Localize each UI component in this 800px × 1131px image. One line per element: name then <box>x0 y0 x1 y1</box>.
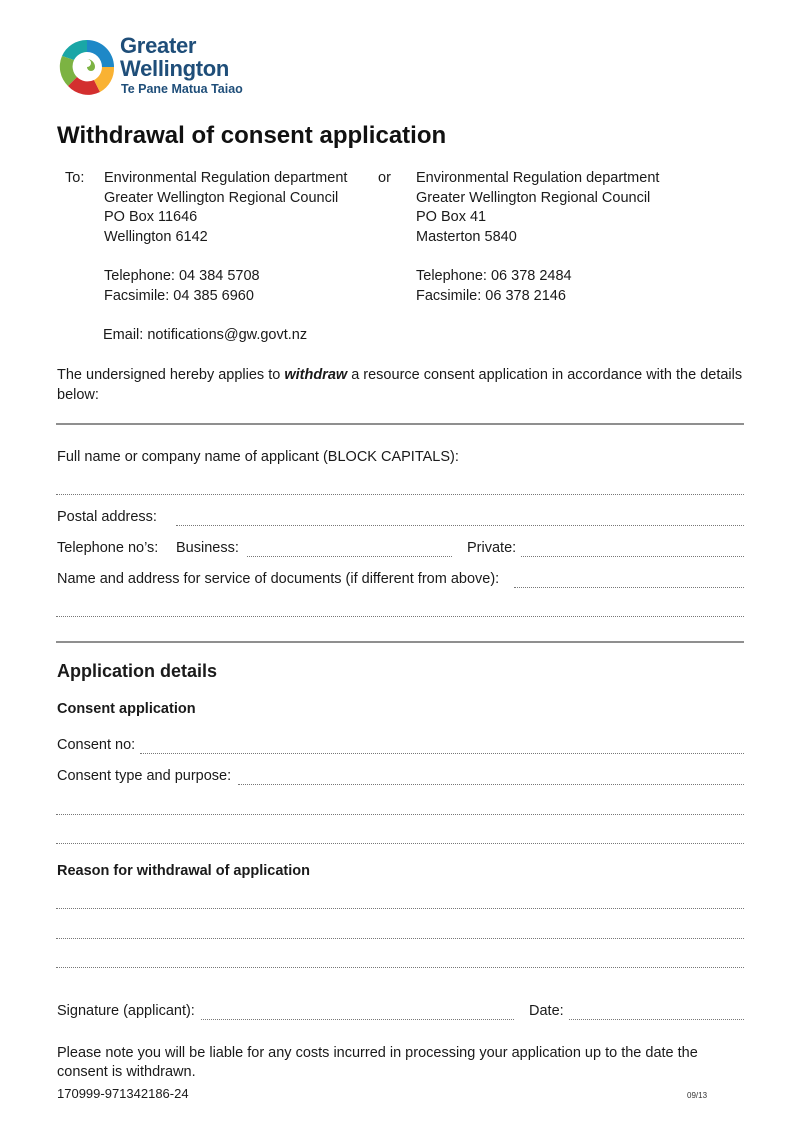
or-label: or <box>378 170 391 186</box>
masterton-address-line1: Environmental Regulation department <box>416 170 660 186</box>
brand-tagline: Te Pane Matua Taiao <box>121 82 243 96</box>
section-divider-top <box>56 423 744 425</box>
wellington-address-line2: Greater Wellington Regional Council <box>104 190 339 206</box>
business-phone-label: Business: <box>176 540 239 556</box>
business-phone-field[interactable] <box>247 556 452 557</box>
private-phone-label: Private: <box>467 540 517 556</box>
wellington-address-line3: PO Box 11646 <box>104 209 198 225</box>
date-label: Date: <box>529 1003 564 1019</box>
consent-application-subheading: Consent application <box>57 701 196 717</box>
page-title: Withdrawal of consent application <box>57 122 447 149</box>
to-label: To: <box>65 170 85 186</box>
consent-type-label: Consent type and purpose: <box>57 768 232 784</box>
consent-no-label: Consent no: <box>57 737 136 753</box>
postal-address-label: Postal address: <box>57 509 157 525</box>
intro-emphasis: withdraw <box>284 367 348 383</box>
reason-heading: Reason for withdrawal of application <box>57 863 310 879</box>
document-reference: 170999-971342186-24 <box>57 1086 189 1101</box>
consent-type-field-line2[interactable] <box>56 814 744 815</box>
reason-field-line1[interactable] <box>56 908 744 909</box>
intro-paragraph <box>57 365 742 385</box>
masterton-facsimile: Facsimile: 06 378 2146 <box>416 288 566 304</box>
wellington-address-line1: Environmental Regulation department <box>104 170 348 186</box>
reason-field-line3[interactable] <box>56 967 744 968</box>
postal-address-field[interactable] <box>176 525 744 526</box>
service-address-label: Name and address for service of documents (if different from above): <box>57 571 500 587</box>
consent-no-field[interactable] <box>140 753 744 754</box>
service-address-field-line2[interactable] <box>56 616 744 617</box>
masterton-telephone: Telephone: 06 378 2484 <box>416 268 572 284</box>
wellington-address-line4: Wellington 6142 <box>104 229 208 245</box>
intro-text-end: a resource consent application in accordance with the details <box>347 367 743 383</box>
date-field[interactable] <box>569 1019 744 1020</box>
applicant-name-label: Full name or company name of applicant (BLOCK CAPITALS): <box>57 449 459 465</box>
signature-label: Signature (applicant): <box>57 1003 195 1019</box>
brand-name-line2: Wellington <box>120 56 230 81</box>
applicant-name-field[interactable] <box>56 494 744 495</box>
consent-type-field-line3[interactable] <box>56 843 744 844</box>
private-phone-field[interactable] <box>521 556 744 557</box>
email-address: Email: notifications@gw.govt.nz <box>103 327 308 343</box>
signature-field[interactable] <box>201 1019 514 1020</box>
wellington-telephone: Telephone: 04 384 5708 <box>104 268 260 284</box>
greater-wellington-logo-icon <box>56 36 118 98</box>
wellington-facsimile: Facsimile: 04 385 6960 <box>104 288 254 304</box>
brand-name-line1: Greater <box>120 33 197 58</box>
masterton-address-line2: Greater Wellington Regional Council <box>416 190 651 206</box>
form-version: 09/13 <box>687 1091 708 1100</box>
telephone-label: Telephone no’s: <box>57 540 159 556</box>
intro-text-start: The undersigned hereby applies to <box>57 367 285 383</box>
liability-note-line1: Please note you will be liable for any costs incurred in processing your application up to the date the <box>57 1045 698 1061</box>
masterton-address-line4: Masterton 5840 <box>416 229 517 245</box>
intro-paragraph-line2: below: <box>57 387 99 403</box>
application-details-heading: Application details <box>57 661 218 681</box>
consent-type-field[interactable] <box>238 784 744 785</box>
liability-note-line2: consent is withdrawn. <box>57 1064 196 1080</box>
service-address-field[interactable] <box>514 587 744 588</box>
masterton-address-line3: PO Box 41 <box>416 209 487 225</box>
section-divider-middle <box>56 641 744 643</box>
reason-field-line2[interactable] <box>56 938 744 939</box>
